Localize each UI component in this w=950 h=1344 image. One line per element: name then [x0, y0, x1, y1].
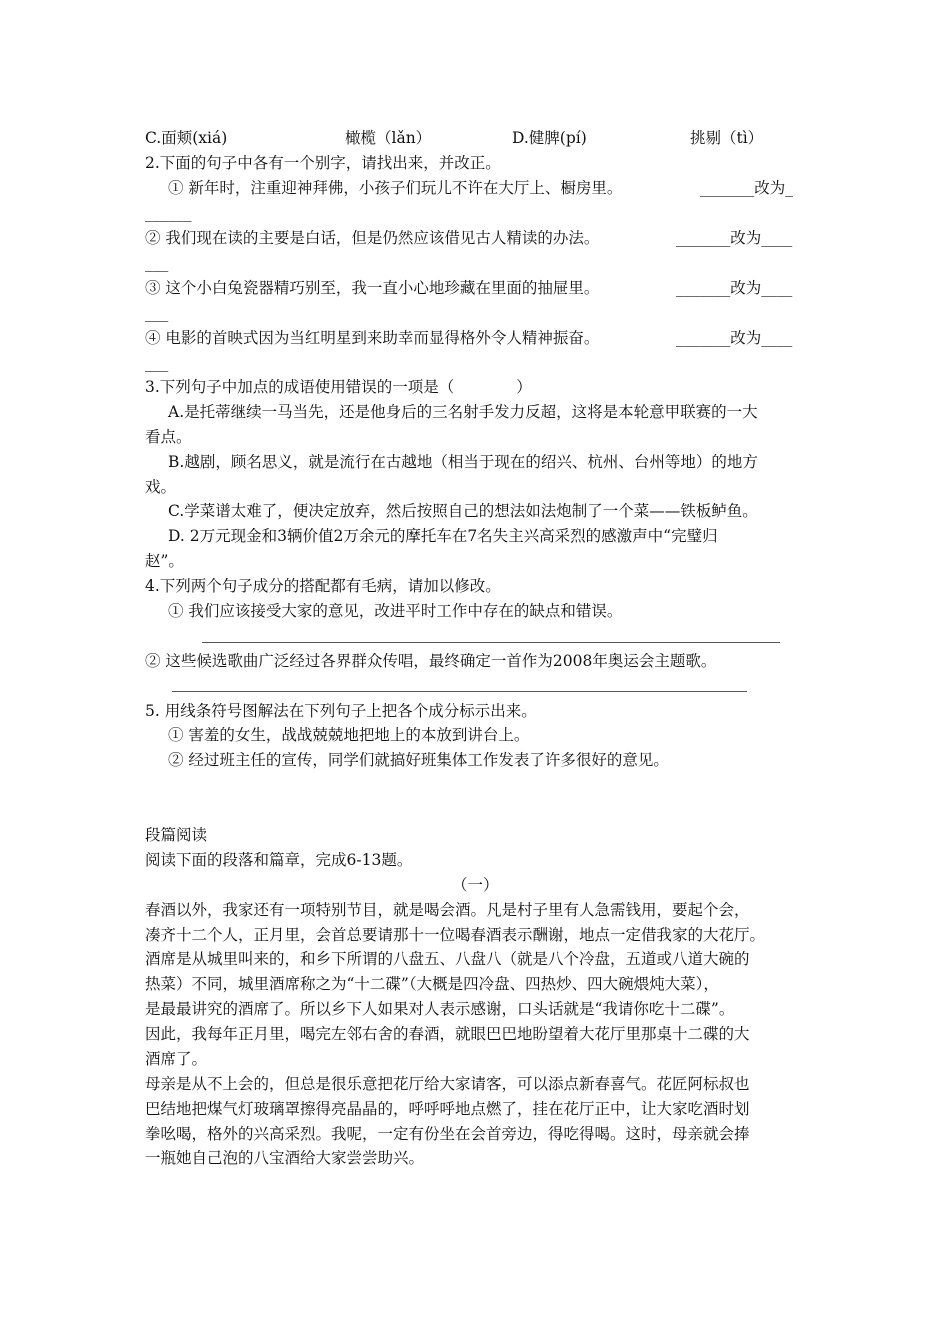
q2-sentence-1: ① 新年时，注重迎神拜佛，小孩子们玩儿不许在大厅上、橱房里。: [168, 179, 623, 197]
option-c: C.面颊(xiá): [145, 129, 228, 147]
q2-answer-blank-4[interactable]: _______改为____: [676, 329, 793, 347]
passage-2-line: 巴结地把煤气灯玻璃罩擦得亮晶晶的，呼呼呼地点燃了，挂在花厅正中，让大家吃酒时划: [145, 1100, 750, 1118]
q2-answer-blank-2[interactable]: _______改为____: [676, 229, 793, 247]
q3-option-b: B.越剧，顾名思义，就是流行在古越地（相当于现在的绍兴、杭州、台州等地）的地方: [168, 453, 758, 471]
reading-heading: 段篇阅读: [145, 826, 208, 844]
passage-1-line: 是最最讲究的酒席了。所以乡下人如果对人表示感谢，口头话就是“我请你吃十二碟”。: [145, 1000, 735, 1018]
passage-2-line: 一瓶她自己泡的八宝酒给大家尝尝助兴。: [145, 1149, 425, 1167]
passage-1-line: 凑齐十二个人，正月里，会首总要请那十一位喝春酒表示酬谢，地点一定借我家的大花厅。: [145, 926, 766, 944]
q2-answer-blank-1[interactable]: _______改为_: [700, 179, 794, 197]
q4-sentence-1: ① 我们应该接受大家的意见，改进平时工作中存在的缺点和错误。: [168, 602, 623, 620]
q3-option-d: D. 2万元现金和3辆价值2万余元的摩托车在7名失主兴高采烈的感激声中“完璧归: [168, 527, 718, 545]
question-3-title: 3.下列句子中加点的成语使用错误的一项是（ ）: [145, 378, 532, 396]
q3-option-d-cont: 赵”。: [145, 552, 184, 570]
reading-instruction: 阅读下面的段落和篇章，完成6-13题。: [145, 851, 413, 869]
q2-answer-blank-3-cont: ___: [145, 304, 169, 322]
option-d-word2: 挑剔（tì）: [690, 129, 764, 147]
question-4-title: 4.下列两个句子成分的搭配都有毛病，请加以修改。: [145, 577, 501, 595]
q4-sentence-2: ② 这些候选歌曲广泛经过各界群众传唱，最终确定一首作为2008年奥运会主题歌。: [145, 652, 717, 670]
passage-1-line: 因此，我每年正月里，喝完左邻右舍的春酒，就眼巴巴地盼望着大花厅里那桌十二碟的大: [145, 1025, 750, 1043]
q2-sentence-2: ② 我们现在读的主要是白话，但是仍然应该借见古人精读的办法。: [145, 229, 600, 247]
passage-2-line: 拳吆喝，格外的兴高采烈。我呢，一定有份坐在会首旁边，得吃得喝。这时，母亲就会捧: [145, 1125, 750, 1143]
q2-answer-blank-4-cont: ___: [145, 354, 169, 372]
passage-1-line: 春酒以外，我家还有一项特别节目，就是喝会酒。凡是村子里有人急需钱用，要起个会，: [145, 901, 750, 919]
q2-answer-blank-2-cont: ___: [145, 254, 169, 272]
q3-option-b-cont: 戏。: [145, 478, 177, 496]
q2-sentence-4: ④ 电影的首映式因为当红明星到来助幸而显得格外令人精神振奋。: [145, 329, 600, 347]
q2-answer-blank-1-cont: ______: [145, 204, 192, 222]
q2-sentence-3: ③ 这个小白兔瓷器精巧别至，我一直小心地珍藏在里面的抽屉里。: [145, 279, 600, 297]
question-2-title: 2.下面的句子中各有一个别字，请找出来，并改正。: [145, 154, 501, 172]
reading-part-label: （一）: [452, 876, 499, 894]
passage-1-line: 酒席了。: [145, 1050, 208, 1068]
q5-sentence-1: ① 害羞的女生，战战兢兢地把地上的本放到讲台上。: [168, 726, 530, 744]
passage-1-line: 热菜）不同，城里酒席称之为“十二碟”（大概是四冷盘、四热炒、四大碗煨炖大菜），: [145, 975, 719, 993]
q3-option-c: C.学菜谱太难了，便决定放弃，然后按照自己的想法如法炮制了一个菜——铁板鲈鱼。: [168, 502, 758, 520]
q5-sentence-2: ② 经过班主任的宣传，同学们就搞好班集体工作发表了许多很好的意见。: [168, 751, 669, 769]
q3-option-a: A.是托蒂继续一马当先，还是他身后的三名射手发力反超，这将是本轮意甲联赛的一大: [168, 403, 758, 421]
option-c-word2: 橄榄（lǎn）: [345, 129, 432, 147]
question-5-title: 5. 用线条符号图解法在下列句子上把各个成分标示出来。: [145, 702, 537, 720]
passage-2-line: 母亲是从不上会的，但总是很乐意把花厅给大家请客，可以添点新春喜气。花匠阿标叔也: [145, 1075, 750, 1093]
option-d: D.健脾(pí): [512, 129, 587, 147]
q4-answer-line-2[interactable]: [172, 691, 747, 692]
q2-answer-blank-3[interactable]: _______改为____: [676, 279, 793, 297]
q3-option-a-cont: 看点。: [145, 428, 192, 446]
q4-answer-line-1[interactable]: [202, 642, 780, 643]
passage-1-line: 酒席是从城里叫来的，和乡下所谓的八盘五、八盘八（就是八个冷盘，五道或八道大碗的: [145, 950, 750, 968]
